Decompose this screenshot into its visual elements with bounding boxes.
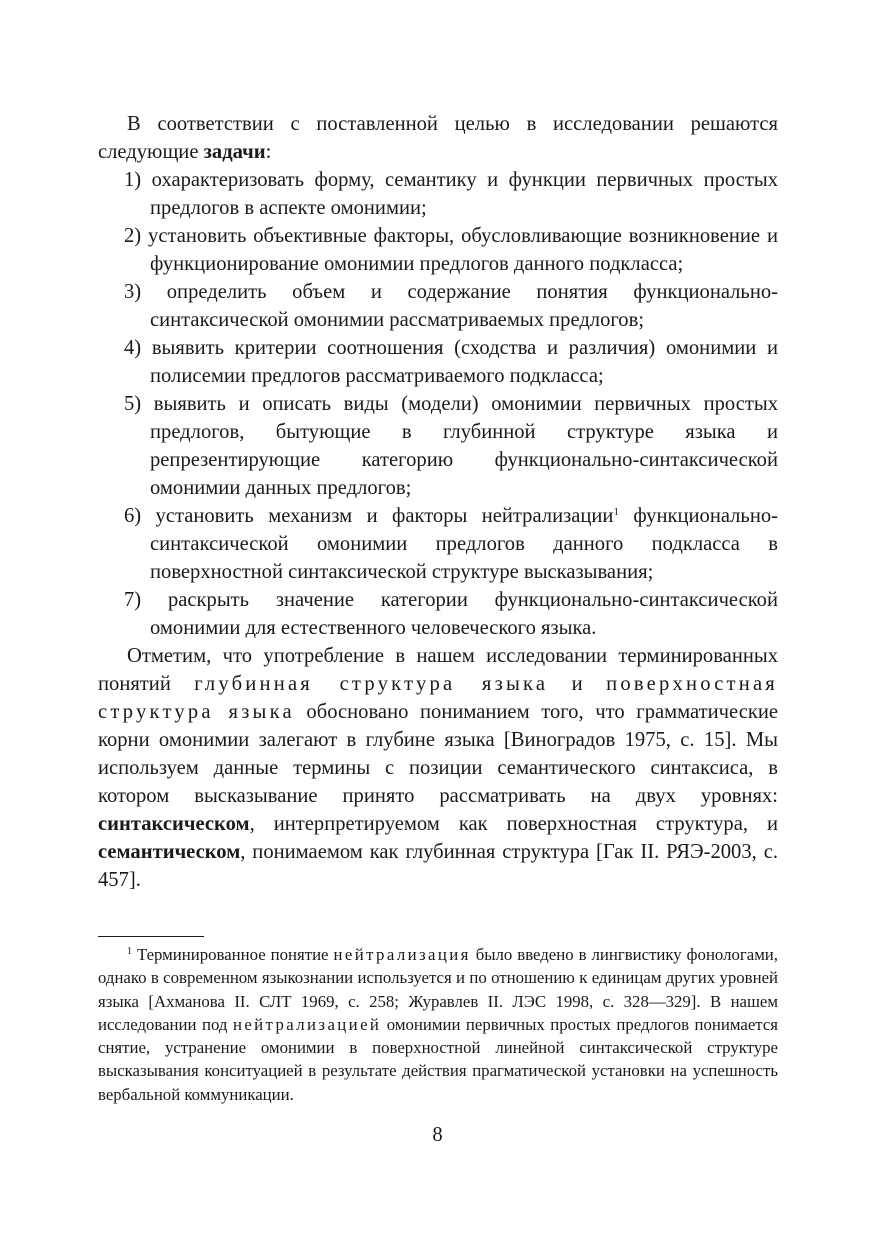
footnote-text: Терминированное понятие	[132, 945, 334, 964]
footnote-mark: 1	[127, 946, 132, 957]
list-item: 2) установить объективные факторы, обусловливающие возникновение и функционирование омонимии предлогов данного подкласса;	[124, 225, 778, 275]
intro-paragraph	[98, 110, 778, 166]
spaced-term: нейтрализация	[333, 945, 471, 964]
list-item: 1) охарактеризовать форму, семантику и функции первичных простых предлогов в аспекте омонимии;	[124, 169, 778, 219]
intro-text: В соответствии с поставленной целью в исследовании решаются следующие	[98, 113, 778, 163]
task6-text: 6) установить механизм и факторы нейтрализации	[124, 505, 614, 527]
footnote-ref[interactable]: 1	[613, 506, 619, 518]
page-body	[98, 110, 778, 1106]
list-item: 3) определить объем и содержание понятия функционально-синтаксической омонимии рассматриваемых предлогов;	[124, 281, 778, 331]
intro-bold-term: задачи	[203, 141, 266, 163]
footnote-text: омонимии первичных простых предлогов понимается снятие, устранение омонимии в поверхностной линейной синтаксической структуре высказывания конситуацией в результате действия прагматической установки на успешность вербальной коммуникации.	[98, 1014, 778, 1104]
task-list	[98, 166, 778, 642]
intro-colon: :	[265, 141, 272, 163]
list-item: 7) раскрыть значение категории функционально-синтаксической омонимии для естественного человеческого языка.	[124, 589, 778, 639]
spaced-term: нейтрализацией	[232, 1014, 382, 1034]
page-number: 8	[432, 1124, 443, 1146]
para2-text: обосновано пониманием того, что грамматические корни омонимии залегают в глубине языка [Виноградов 1975, с. 15]. Мы используем данные термины с позиции семантического синтаксиса, в котором высказывание принято рассматривать на двух уровнях:	[98, 701, 778, 807]
task6-text-cont: функционально-синтаксической омонимии предлогов данного подкласса в поверхностной синтаксической структуре высказывания;	[150, 505, 779, 583]
para2-text: , интерпретируемом как поверхностная структура, и	[249, 813, 778, 835]
spaced-term: глубинная структура языка	[194, 673, 549, 695]
para2-text: , понимаемом как глубинная структура [Гак II. РЯЭ-2003, с. 457].	[98, 841, 778, 891]
bold-term: семантическом	[98, 841, 241, 863]
terms-paragraph	[98, 642, 778, 894]
list-item: 5) выявить и описать виды (модели) омонимии первичных простых предлогов, бытующие в глубинной структуре языка и репрезентирующие категорию функционально-синтаксической омонимии данных предлогов;	[124, 393, 778, 499]
footnote-text: было введено в лингвистику фонологами, однако в современном языкознании используется и по отношению к единицам других уровней языка [Ахманова II. СЛТ 1969, с. 258; Журавлев II. ЛЭС 1998, с. 328—329]. В нашем исследовании под	[98, 945, 778, 1034]
para2-text: Отметим, что употребление в нашем исследовании терминированных понятий	[98, 645, 778, 695]
spaced-term: поверхностная структура языка	[98, 673, 778, 723]
footnote-divider	[98, 936, 204, 937]
list-item: 4) выявить критерии соотношения (сходства и различия) омонимии и полисемии предлогов рассматриваемого подкласса;	[124, 337, 778, 387]
para2-text: и	[548, 673, 607, 695]
footnote	[98, 943, 778, 1106]
list-item	[98, 502, 778, 586]
bold-term: синтаксическом	[98, 813, 250, 835]
